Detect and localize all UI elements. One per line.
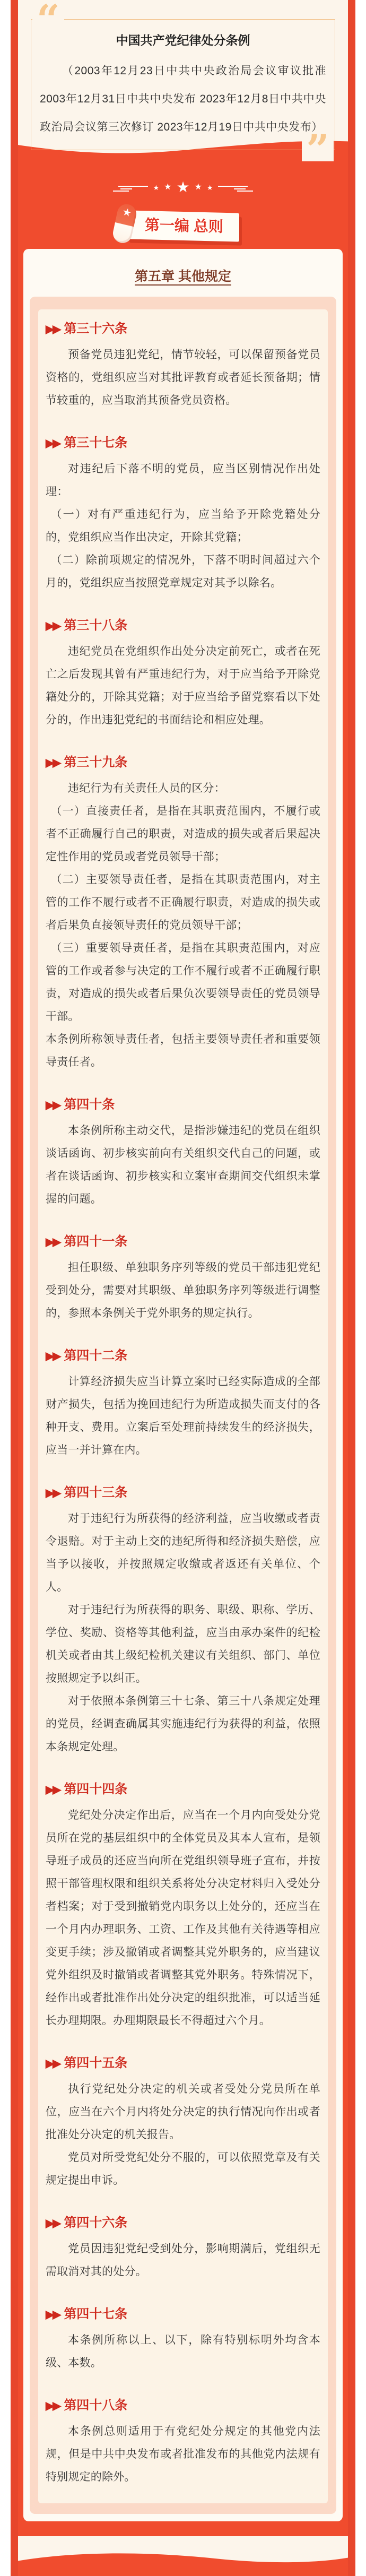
article-body bbox=[46, 2329, 320, 2374]
pink-panel bbox=[30, 297, 336, 2514]
article-item bbox=[46, 2215, 320, 2283]
article-paragraph: 对于违纪行为所获得的职务、职级、职称、学历、学位、奖励、资格等其他利益，应当由承办案件的纪检机关或者由其上级纪检机关建议有关组织、部门、单位按照规定予以纠正。 bbox=[46, 1604, 320, 1684]
article-number-label: 第四十八条 bbox=[64, 2398, 128, 2413]
article-body bbox=[46, 2237, 320, 2283]
article-item bbox=[46, 2398, 320, 2488]
article-paragraph: 对违纪后下落不明的党员，应当区别情况作出处理： bbox=[46, 463, 320, 498]
article-paragraph: 本条例总则适用于有党纪处分规定的其他党内法规，但是中共中央发布或者批准发布的其他党内法规有特别规定的除外。 bbox=[46, 2425, 320, 2483]
left-red-stripe bbox=[11, 0, 18, 2576]
article-item bbox=[46, 1097, 320, 1211]
article-heading bbox=[46, 2215, 320, 2231]
article-paragraph: 计算经济损失应当计算立案时已经实际造成的全部财产损失，包括为挽回违纪行为所造成损失而支付的各种开支、费用。立案后至处理前持续发生的经济损失，应当一并计算在内。 bbox=[46, 1376, 320, 1456]
article-paragraph: 违纪行为有关责任人员的区分： bbox=[68, 782, 225, 794]
double-arrow-icon: ▶▶ bbox=[46, 2057, 60, 2070]
article-item bbox=[46, 1485, 320, 1758]
article-paragraph: （三）重要领导责任者，是指在其职责范围内，对应管的工作或者参与决定的工作不履行或者不正确履行职责，对造成的损失或者后果负次要领导责任的党员领导干部。 bbox=[46, 942, 320, 1023]
document-meta: （2003年12月23日中共中央政治局会议审议批准 2003年12月31日中共中央发布 2023年12月8日中共中央政治局会议第三次修订 2023年12月19日中共中央发布） bbox=[40, 65, 326, 133]
divider-stars bbox=[153, 180, 213, 195]
star-icon: ★ bbox=[122, 206, 133, 219]
article-heading bbox=[46, 321, 320, 337]
edition-badge bbox=[122, 206, 239, 241]
article-paragraph: 本条例所称以上、以下，除有特别标明外均含本级、本数。 bbox=[46, 2334, 320, 2369]
article-paragraph: 党纪处分决定作出后，应当在一个月内向受处分党员所在党的基层组织中的全体党员及其本人宣布，是领导班子成员的还应当向所在党组织领导班子宣布，并按照干部管理权限和组织关系将处分决定材料归入受处分者档案；对于受到撤销党内职务以上处分的，还应当在一个月内办理职务、工资、工作及其他有关待遇等相应变更手续；涉及撤销或者调整其党外职务的，应当建议党外组织及时撤销或者调整其党外职务。特殊情况下，经作出或者批准作出处分决定的组织批准，可以适当延长办理期限。办理期限最长不得超过六个月。 bbox=[46, 1809, 320, 2027]
article-paragraph: 预备党员违犯党纪，情节较轻，可以保留预备党员资格的，党组织应当对其批评教育或者延长预备期；情节较重的，应当取消其预备党员资格。 bbox=[46, 349, 320, 407]
article-item bbox=[46, 618, 320, 731]
article-paragraph: 党员因违犯党纪受到处分，影响期满后，党组织无需取消对其的处分。 bbox=[46, 2243, 320, 2278]
edition-badge-wrap bbox=[18, 206, 348, 240]
article-body bbox=[46, 343, 320, 412]
article-number-label: 第四十七条 bbox=[64, 2307, 128, 2321]
article-body bbox=[46, 1119, 320, 1211]
article-number-label: 第四十条 bbox=[64, 1097, 115, 1112]
double-arrow-icon: ▶▶ bbox=[46, 2217, 60, 2229]
article-body bbox=[46, 1507, 320, 1758]
article-item bbox=[46, 1782, 320, 2032]
article-number-label: 第四十二条 bbox=[64, 1348, 128, 1363]
article-heading bbox=[46, 755, 320, 771]
article-paragraph: 对于违纪行为所获得的经济利益，应当收缴或者责令退赔。对于主动上交的违纪所得和经济损失赔偿，应当予以接收，并按照规定收缴或者返还有关单位、个人。 bbox=[46, 1512, 320, 1593]
close-quote-icon: ” bbox=[302, 139, 334, 161]
article-body bbox=[46, 1804, 320, 2032]
footer-spacer bbox=[18, 2521, 348, 2576]
double-arrow-icon: ▶▶ bbox=[46, 323, 60, 335]
star-icon: ★ bbox=[206, 183, 213, 192]
double-arrow-icon: ▶▶ bbox=[46, 619, 60, 632]
double-arrow-icon: ▶▶ bbox=[46, 756, 60, 769]
edition-badge-label: 第一编 总则 bbox=[145, 217, 223, 235]
article-item bbox=[46, 321, 320, 412]
article-number-label: 第四十一条 bbox=[64, 1234, 128, 1249]
articles-panel bbox=[38, 309, 328, 2503]
article-number-label: 第四十六条 bbox=[64, 2216, 128, 2230]
star-icon: ★ bbox=[164, 183, 172, 192]
article-paragraph: 担任职级、单独职务序列等级的党员干部违犯党纪受到处分，需要对其职级、单独职务序列等级进行调整的，参照本条例关于党外职务的规定执行。 bbox=[46, 1261, 320, 1319]
double-arrow-icon: ▶▶ bbox=[46, 1783, 60, 1796]
star-icon: ★ bbox=[194, 183, 202, 192]
article-heading bbox=[46, 2398, 320, 2414]
article-heading bbox=[46, 435, 320, 451]
article-item bbox=[46, 1348, 320, 1462]
article-heading bbox=[46, 1782, 320, 1797]
article-number-label: 第四十四条 bbox=[64, 1782, 128, 1796]
article-heading bbox=[46, 1097, 320, 1113]
article-heading bbox=[46, 1485, 320, 1501]
article-paragraph: 本条例所称主动交代，是指涉嫌违纪的党员在组织谈话函询、初步核实前向有关组织交代自己的问题，或者在谈话函询、初步核实和立案审查期间交代组织未掌握的问题。 bbox=[46, 1125, 320, 1205]
article-paragraph: （二）主要领导责任者，是指在其职责范围内，对主管的工作不履行或者不正确履行职责，对造成的损失或者后果负直接领导责任的党员领导干部； bbox=[46, 874, 320, 931]
article-paragraph: 对于依照本条例第三十七条、第三十八条规定处理的党员，经调查确属其实施违纪行为获得的利益，依照本条规定处理。 bbox=[46, 1695, 320, 1753]
articles-list bbox=[46, 321, 320, 2488]
double-arrow-icon: ▶▶ bbox=[46, 2399, 60, 2412]
article-body bbox=[46, 640, 320, 731]
article-paragraph: （一）对有严重违纪行为，应当给予开除党籍处分的，党组织应当作出决定，开除其党籍； bbox=[46, 508, 320, 543]
star-icon: ★ bbox=[153, 183, 160, 192]
article-heading bbox=[46, 618, 320, 634]
right-red-stripe bbox=[348, 0, 355, 2576]
double-arrow-icon: ▶▶ bbox=[46, 1350, 60, 1362]
article-body bbox=[46, 1256, 320, 1325]
article-body bbox=[46, 457, 320, 594]
ribbon-tail bbox=[111, 202, 138, 245]
double-arrow-icon: ▶▶ bbox=[46, 1486, 60, 1499]
star-icon: ★ bbox=[176, 179, 190, 195]
double-arrow-icon: ▶▶ bbox=[46, 437, 60, 449]
quote-box bbox=[31, 0, 335, 173]
document-title: 中国共产党纪律处分条例 bbox=[116, 33, 250, 47]
article-heading bbox=[46, 2306, 320, 2322]
article-item bbox=[46, 435, 320, 594]
article-number-label: 第三十九条 bbox=[64, 755, 128, 770]
article-body bbox=[46, 1370, 320, 1462]
star-divider bbox=[18, 178, 348, 197]
article-number-label: 第四十五条 bbox=[64, 2056, 128, 2070]
article-body bbox=[46, 2078, 320, 2192]
article-item bbox=[46, 2055, 320, 2192]
chapter-title: 第五章 其他规定 bbox=[135, 269, 231, 284]
article-number-label: 第四十三条 bbox=[64, 1485, 128, 1500]
article-item bbox=[46, 2306, 320, 2374]
document-header bbox=[18, 0, 348, 173]
article-paragraph: 党员对所受党纪处分不服的，可以依照党章及有关规定提出申诉。 bbox=[46, 2151, 320, 2186]
poster-column bbox=[11, 0, 355, 2576]
double-arrow-icon: ▶▶ bbox=[46, 1235, 60, 1248]
article-body bbox=[46, 2420, 320, 2488]
double-arrow-icon: ▶▶ bbox=[46, 1099, 60, 1111]
article-item bbox=[46, 755, 320, 1074]
article-heading bbox=[46, 2055, 320, 2071]
article-number-label: 第三十八条 bbox=[64, 618, 128, 633]
content-card bbox=[23, 249, 343, 2521]
article-paragraph: 违纪党员在党组织作出处分决定前死亡，或者在死亡之后发现其曾有严重违纪行为，对于应当给予开除党籍处分的，开除其党籍；对于应当给予留党察看以下处分的，作出违犯党纪的书面结论和相应处理。 bbox=[46, 645, 320, 726]
double-arrow-icon: ▶▶ bbox=[46, 2308, 60, 2321]
article-paragraph: 执行党纪处分决定的机关或者受处分党员所在单位，应当在六个月内将处分决定的执行情况向作出或者批准处分决定的机关报告。 bbox=[46, 2083, 320, 2141]
article-number-label: 第三十七条 bbox=[64, 436, 128, 450]
article-item bbox=[46, 1234, 320, 1325]
article-paragraph: （二）除前项规定的情况外，下落不明时间超过六个月的，党组织应当按照党章规定对其予以除名。 bbox=[46, 554, 320, 589]
article-heading bbox=[46, 1348, 320, 1364]
divider-lines-right bbox=[218, 184, 259, 191]
article-paragraph: （一）直接责任者，是指在其职责范围内，不履行或者不正确履行自己的职责，对造成的损失或者后果起决定性作用的党员或者党员领导干部； bbox=[46, 805, 320, 863]
open-quote-icon: “ bbox=[32, 9, 64, 31]
article-paragraph: 本条例所称领导责任者，包括主要领导责任者和重要领导责任者。 bbox=[46, 1033, 320, 1068]
divider-lines-left bbox=[107, 184, 148, 191]
article-body bbox=[46, 777, 320, 1074]
article-heading bbox=[46, 1234, 320, 1250]
article-number-label: 第三十六条 bbox=[64, 322, 128, 336]
